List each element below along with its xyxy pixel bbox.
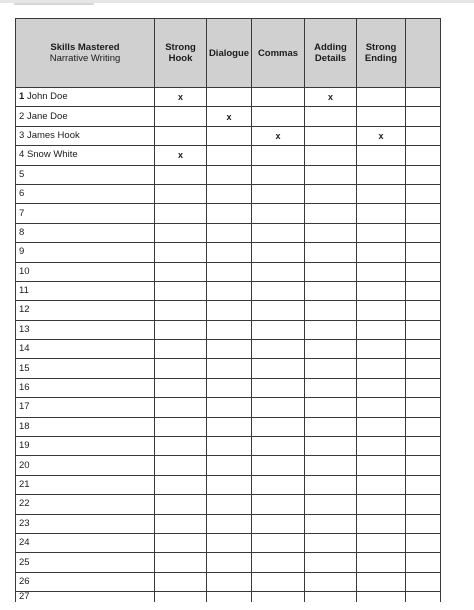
- table-row: [16, 359, 441, 378]
- skill-mark-cell[interactable]: [357, 107, 406, 126]
- table-row: [16, 533, 441, 552]
- table-row: [16, 437, 441, 456]
- skill-mark-cell[interactable]: [406, 301, 441, 320]
- row-number: 1: [19, 91, 25, 103]
- student-cell[interactable]: [16, 592, 155, 603]
- scan-edge-mark: [14, 3, 94, 5]
- table-row: [16, 165, 441, 184]
- skill-mark-cell[interactable]: [155, 204, 207, 223]
- skill-mark-cell[interactable]: [155, 514, 207, 533]
- table-row: [16, 514, 441, 533]
- skill-mark-cell[interactable]: [252, 495, 305, 514]
- row-number: 14: [19, 343, 30, 355]
- table-row: [16, 475, 441, 494]
- skill-mark-cell[interactable]: x: [357, 126, 406, 145]
- skill-header-blank: [406, 19, 441, 88]
- skill-mark-cell[interactable]: [357, 223, 406, 242]
- skill-mark-cell[interactable]: [207, 146, 252, 165]
- skill-mark-cell[interactable]: [252, 165, 305, 184]
- skill-mark-cell[interactable]: [305, 592, 357, 603]
- skill-mark-cell[interactable]: [155, 165, 207, 184]
- skill-mark-cell[interactable]: [406, 417, 441, 436]
- skill-mark-cell[interactable]: [207, 437, 252, 456]
- student-name: John Doe: [26, 91, 68, 103]
- skill-mark-cell[interactable]: [406, 553, 441, 572]
- row-number: 2: [19, 110, 25, 122]
- skill-mark-cell[interactable]: [357, 417, 406, 436]
- skill-mark-cell[interactable]: [155, 475, 207, 494]
- skill-mark-cell[interactable]: [357, 475, 406, 494]
- skill-mark-cell[interactable]: [155, 126, 207, 145]
- skill-mark-cell[interactable]: [207, 301, 252, 320]
- skill-mark-cell[interactable]: [305, 340, 357, 359]
- skill-mark-cell[interactable]: [207, 553, 252, 572]
- skill-header-label: Adding: [314, 42, 347, 53]
- student-name: James Hook: [26, 129, 80, 141]
- student-name: Jane Doe: [26, 110, 68, 122]
- skill-mark-cell[interactable]: [252, 320, 305, 339]
- skill-mark-cell[interactable]: [252, 146, 305, 165]
- skill-mark-cell[interactable]: [155, 533, 207, 552]
- skill-mark-cell[interactable]: [305, 281, 357, 300]
- skill-mark-cell[interactable]: [155, 553, 207, 572]
- skill-header-label: Dialogue: [208, 47, 250, 59]
- skill-mark-cell[interactable]: [155, 495, 207, 514]
- skill-mark-cell[interactable]: [406, 495, 441, 514]
- row-number: 17: [19, 401, 30, 413]
- student-cell[interactable]: [16, 184, 155, 203]
- skill-mark-cell[interactable]: [207, 533, 252, 552]
- skill-mark-cell[interactable]: [406, 107, 441, 126]
- skill-mark-cell[interactable]: [207, 475, 252, 494]
- skill-mark-cell[interactable]: [207, 359, 252, 378]
- skill-mark-cell[interactable]: [155, 262, 207, 281]
- skill-mark-cell[interactable]: [357, 553, 406, 572]
- skill-header-label: Ending: [364, 53, 398, 64]
- skill-mark-cell[interactable]: [207, 495, 252, 514]
- skill-mark-cell[interactable]: [207, 572, 252, 591]
- skill-mark-cell[interactable]: [155, 320, 207, 339]
- skill-mark-cell[interactable]: [252, 301, 305, 320]
- skill-mark-cell[interactable]: [305, 378, 357, 397]
- row-number: 8: [19, 226, 25, 238]
- row-number: 25: [19, 556, 30, 568]
- skill-mark-cell[interactable]: x: [207, 107, 252, 126]
- skill-header-label: Hook: [168, 53, 193, 64]
- student-cell[interactable]: [16, 223, 155, 242]
- skill-mark-cell[interactable]: [406, 592, 441, 603]
- table-title: Skills Mastered: [50, 42, 120, 53]
- skill-mark-cell[interactable]: [406, 514, 441, 533]
- student-cell[interactable]: [16, 243, 155, 262]
- skill-mark-cell[interactable]: [155, 301, 207, 320]
- table-row: [16, 572, 441, 591]
- student-cell[interactable]: [16, 533, 155, 552]
- skill-mark-cell[interactable]: [406, 320, 441, 339]
- skill-mark-cell[interactable]: [357, 592, 406, 603]
- skill-mark-cell[interactable]: x: [155, 88, 207, 107]
- skill-mark-cell[interactable]: [406, 146, 441, 165]
- student-cell[interactable]: [16, 301, 155, 320]
- row-number: 7: [19, 207, 25, 219]
- skill-mark-cell[interactable]: [252, 533, 305, 552]
- skill-mark-cell[interactable]: [406, 456, 441, 475]
- title-header-cell: [16, 19, 155, 88]
- skill-mark-cell[interactable]: [305, 514, 357, 533]
- row-number: 11: [19, 285, 29, 297]
- skill-mark-cell[interactable]: [406, 184, 441, 203]
- skill-mark-cell[interactable]: [357, 378, 406, 397]
- table-row: [16, 398, 441, 417]
- skill-mark-cell[interactable]: [305, 417, 357, 436]
- skill-mark-cell[interactable]: [357, 514, 406, 533]
- skill-mark-cell[interactable]: [155, 378, 207, 397]
- student-cell[interactable]: [16, 107, 155, 126]
- skill-mark-cell[interactable]: [305, 359, 357, 378]
- table-row: [16, 88, 441, 107]
- table-row: [16, 456, 441, 475]
- skill-mark-cell[interactable]: [252, 572, 305, 591]
- skill-mark-cell[interactable]: [357, 533, 406, 552]
- skill-mark-cell[interactable]: [357, 456, 406, 475]
- skill-header-strong-ending: [357, 19, 406, 88]
- skill-mark-cell[interactable]: [155, 437, 207, 456]
- skill-mark-cell[interactable]: [305, 146, 357, 165]
- skill-mark-cell[interactable]: [155, 359, 207, 378]
- student-cell[interactable]: [16, 320, 155, 339]
- table-row: [16, 146, 441, 165]
- skill-mark-cell[interactable]: [406, 378, 441, 397]
- table-row: [16, 204, 441, 223]
- table-row: [16, 301, 441, 320]
- skill-mark-cell[interactable]: [305, 398, 357, 417]
- student-cell[interactable]: [16, 514, 155, 533]
- skill-mark-cell[interactable]: [406, 165, 441, 184]
- skill-mark-cell[interactable]: [155, 572, 207, 591]
- skill-mark-cell[interactable]: [155, 223, 207, 242]
- skill-mark-cell[interactable]: [357, 243, 406, 262]
- student-cell[interactable]: [16, 146, 155, 165]
- skill-mark-cell[interactable]: [406, 223, 441, 242]
- skill-mark-cell[interactable]: [357, 301, 406, 320]
- skill-mark-cell[interactable]: [357, 88, 406, 107]
- skill-mark-cell[interactable]: [305, 126, 357, 145]
- table-row: [16, 378, 441, 397]
- skill-mark-cell[interactable]: [252, 243, 305, 262]
- skill-mark-cell[interactable]: [155, 184, 207, 203]
- table-row: [16, 243, 441, 262]
- skill-mark-cell[interactable]: [207, 165, 252, 184]
- row-number: 18: [19, 420, 30, 432]
- skill-mark-cell[interactable]: [207, 126, 252, 145]
- skill-mark-cell[interactable]: [207, 223, 252, 242]
- skill-mark-cell[interactable]: [305, 437, 357, 456]
- student-cell[interactable]: [16, 262, 155, 281]
- skill-mark-cell[interactable]: [252, 184, 305, 203]
- skill-mark-cell[interactable]: [252, 281, 305, 300]
- student-cell[interactable]: [16, 437, 155, 456]
- skill-mark-cell[interactable]: [406, 475, 441, 494]
- skill-mark-cell[interactable]: [252, 553, 305, 572]
- skill-mark-cell[interactable]: [305, 301, 357, 320]
- skill-mark-cell[interactable]: [252, 456, 305, 475]
- row-number: 9: [19, 246, 25, 258]
- table-subtitle: Narrative Writing: [49, 53, 121, 64]
- skill-mark-cell[interactable]: [406, 398, 441, 417]
- row-number: 13: [19, 323, 30, 335]
- row-number: 26: [19, 575, 30, 587]
- row-number: 21: [19, 479, 30, 490]
- skill-mark-cell[interactable]: [357, 572, 406, 591]
- skill-mark-cell[interactable]: [406, 359, 441, 378]
- skill-mark-cell[interactable]: x: [305, 88, 357, 107]
- table-row: [16, 262, 441, 281]
- skill-mark-cell[interactable]: [305, 107, 357, 126]
- table-row: [16, 592, 441, 603]
- skill-mark-cell[interactable]: [207, 417, 252, 436]
- skill-mark-cell[interactable]: [357, 398, 406, 417]
- skill-header-dialogue: [207, 19, 252, 88]
- table-row: [16, 126, 441, 145]
- skill-mark-cell[interactable]: [406, 126, 441, 145]
- skill-mark-cell[interactable]: [305, 475, 357, 494]
- row-number: 5: [19, 168, 25, 180]
- skill-mark-cell[interactable]: [155, 107, 207, 126]
- student-name: Snow White: [26, 149, 78, 161]
- header-row: [16, 19, 441, 88]
- skill-mark-cell[interactable]: [207, 88, 252, 107]
- skill-mark-cell[interactable]: [207, 398, 252, 417]
- row-number: 4: [19, 149, 25, 161]
- row-number: 23: [19, 517, 30, 529]
- skill-mark-cell[interactable]: [207, 514, 252, 533]
- skill-mark-cell[interactable]: [252, 378, 305, 397]
- skill-mark-cell[interactable]: [357, 184, 406, 203]
- skill-mark-cell[interactable]: [207, 456, 252, 475]
- skill-mark-cell[interactable]: [207, 184, 252, 203]
- skill-header-label: Strong: [365, 42, 397, 53]
- skill-mark-cell[interactable]: [252, 475, 305, 494]
- student-cell[interactable]: [16, 572, 155, 591]
- skill-mark-cell[interactable]: [252, 223, 305, 242]
- row-number: 15: [19, 362, 30, 374]
- skill-mark-cell[interactable]: [252, 359, 305, 378]
- student-cell[interactable]: [16, 359, 155, 378]
- row-number: 10: [19, 265, 30, 277]
- skill-mark-cell[interactable]: [406, 204, 441, 223]
- skill-mark-cell[interactable]: [155, 340, 207, 359]
- skill-header-label: Strong: [165, 42, 196, 53]
- skill-mark-cell[interactable]: [357, 359, 406, 378]
- skill-mark-cell[interactable]: [207, 281, 252, 300]
- skill-header-label: Details: [314, 53, 347, 64]
- skill-mark-cell[interactable]: [406, 340, 441, 359]
- row-number: 22: [19, 498, 30, 510]
- skill-mark-cell[interactable]: [207, 262, 252, 281]
- skill-mark-cell[interactable]: [357, 262, 406, 281]
- row-number: 27: [19, 591, 30, 603]
- skill-mark-cell[interactable]: [252, 340, 305, 359]
- skill-mark-cell[interactable]: [406, 88, 441, 107]
- skill-mark-cell[interactable]: [406, 533, 441, 552]
- skill-mark-cell[interactable]: [357, 204, 406, 223]
- skill-mark-cell[interactable]: [155, 456, 207, 475]
- skill-mark-cell[interactable]: [155, 281, 207, 300]
- skill-mark-cell[interactable]: [305, 456, 357, 475]
- skill-mark-cell[interactable]: [305, 204, 357, 223]
- student-cell[interactable]: [16, 553, 155, 572]
- student-cell[interactable]: [16, 417, 155, 436]
- skill-mark-cell[interactable]: x: [155, 146, 207, 165]
- skill-mark-cell[interactable]: x: [252, 126, 305, 145]
- table-row: [16, 495, 441, 514]
- table-row: [16, 417, 441, 436]
- skill-mark-cell[interactable]: [252, 88, 305, 107]
- skill-mark-cell[interactable]: [305, 165, 357, 184]
- skill-mark-cell[interactable]: [252, 417, 305, 436]
- skill-header-label: Commas: [257, 47, 299, 59]
- table-row: [16, 184, 441, 203]
- skill-mark-cell[interactable]: [406, 437, 441, 456]
- skill-mark-cell[interactable]: [305, 320, 357, 339]
- row-number: 16: [19, 382, 30, 394]
- skills-tracking-table: [15, 18, 441, 602]
- skill-mark-cell[interactable]: [207, 378, 252, 397]
- table-row: [16, 223, 441, 242]
- skill-mark-cell[interactable]: [305, 243, 357, 262]
- row-number: 24: [19, 537, 30, 549]
- skill-mark-cell[interactable]: [252, 262, 305, 281]
- skill-mark-cell[interactable]: [207, 204, 252, 223]
- skill-mark-cell[interactable]: [406, 243, 441, 262]
- table-row: [16, 553, 441, 572]
- skill-mark-cell[interactable]: [357, 437, 406, 456]
- skill-mark-cell[interactable]: [155, 592, 207, 603]
- table-row: [16, 107, 441, 126]
- table-row: [16, 320, 441, 339]
- row-number: 19: [19, 440, 30, 452]
- student-cell[interactable]: [16, 88, 155, 107]
- skill-mark-cell[interactable]: [305, 223, 357, 242]
- skill-mark-cell[interactable]: [357, 320, 406, 339]
- skill-header-commas: [252, 19, 305, 88]
- skill-mark-cell[interactable]: [305, 572, 357, 591]
- student-cell[interactable]: [16, 281, 155, 300]
- skill-mark-cell[interactable]: [406, 262, 441, 281]
- skill-mark-cell[interactable]: [357, 281, 406, 300]
- skill-mark-cell[interactable]: [252, 107, 305, 126]
- table-row: [16, 340, 441, 359]
- skill-header-strong-hook: [155, 19, 207, 88]
- skill-mark-cell[interactable]: [252, 514, 305, 533]
- skill-mark-cell[interactable]: [305, 184, 357, 203]
- student-cell[interactable]: [16, 456, 155, 475]
- row-number: 12: [19, 304, 30, 316]
- row-number: 3: [19, 129, 25, 141]
- row-number: 6: [19, 188, 25, 200]
- skill-mark-cell[interactable]: [207, 243, 252, 262]
- skill-mark-cell[interactable]: [406, 281, 441, 300]
- skill-mark-cell[interactable]: [155, 417, 207, 436]
- skill-mark-cell[interactable]: [305, 495, 357, 514]
- skill-mark-cell[interactable]: [207, 592, 252, 603]
- skill-mark-cell[interactable]: [252, 398, 305, 417]
- row-number: 20: [19, 459, 30, 471]
- skill-mark-cell[interactable]: [305, 533, 357, 552]
- student-cell[interactable]: [16, 495, 155, 514]
- skill-mark-cell[interactable]: [357, 165, 406, 184]
- skill-mark-cell[interactable]: [252, 592, 305, 603]
- student-cell[interactable]: [16, 340, 155, 359]
- skill-mark-cell[interactable]: [357, 146, 406, 165]
- student-cell[interactable]: [16, 165, 155, 184]
- skill-mark-cell[interactable]: [252, 437, 305, 456]
- skill-mark-cell[interactable]: [155, 398, 207, 417]
- skill-mark-cell[interactable]: [305, 262, 357, 281]
- student-cell[interactable]: [16, 126, 155, 145]
- student-cell[interactable]: [16, 398, 155, 417]
- skill-mark-cell[interactable]: [207, 340, 252, 359]
- skill-mark-cell[interactable]: [406, 572, 441, 591]
- skill-mark-cell[interactable]: [252, 204, 305, 223]
- skill-header-adding-details: [305, 19, 357, 88]
- skill-mark-cell[interactable]: [357, 495, 406, 514]
- student-cell[interactable]: [16, 475, 155, 494]
- skill-mark-cell[interactable]: [155, 243, 207, 262]
- skill-mark-cell[interactable]: [305, 553, 357, 572]
- table-row: [16, 281, 441, 300]
- skill-mark-cell[interactable]: [357, 340, 406, 359]
- student-cell[interactable]: [16, 204, 155, 223]
- skill-mark-cell[interactable]: [207, 320, 252, 339]
- student-cell[interactable]: [16, 378, 155, 397]
